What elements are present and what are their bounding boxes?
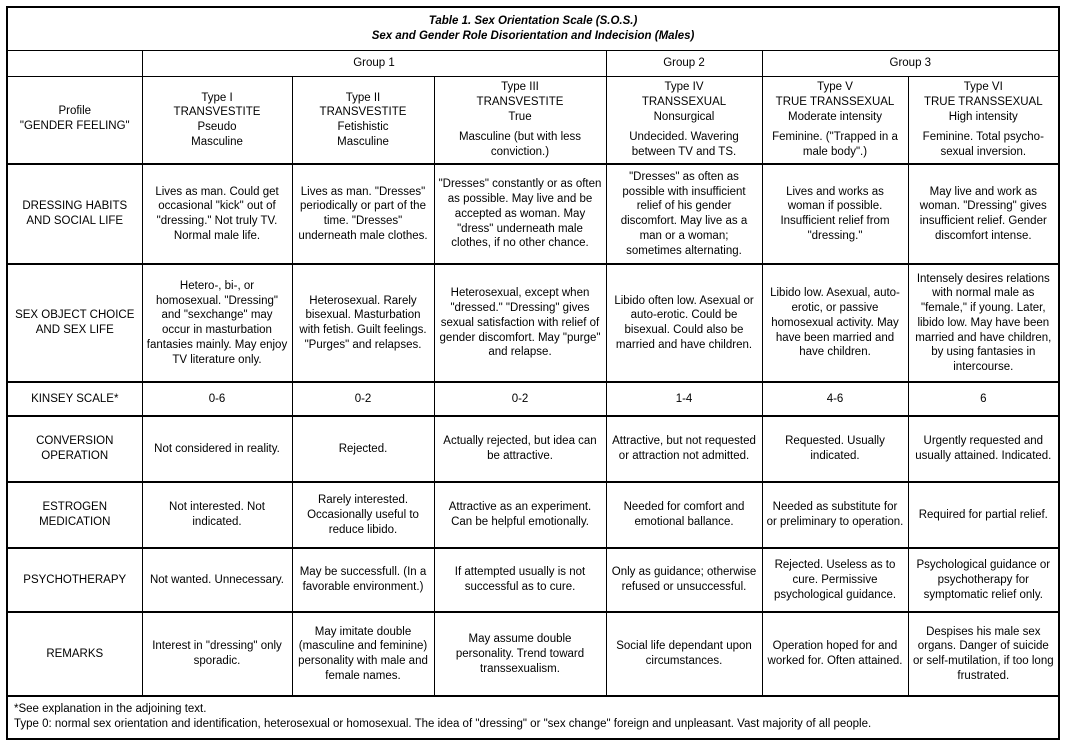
table-title-line2: Sex and Gender Role Disorientation and Indecision (Males) <box>371 29 695 42</box>
type-category-6: TRUE TRANSSEXUAL <box>923 95 1043 108</box>
cell-psychotherapy-6: Psychological guidance or psychotherapy for symptomatic relief only. <box>908 548 1059 612</box>
type-category-2: TRANSVESTITE <box>319 106 407 119</box>
type-category-4: TRANSSEXUAL <box>641 95 727 108</box>
table-row <box>7 548 1059 612</box>
table-title-row <box>7 7 1059 51</box>
profile-row <box>7 77 1059 165</box>
cell-conversion-operation-1: Not considered in reality. <box>142 416 292 482</box>
cell-estrogen-medication-1: Not interested. Not indicated. <box>142 482 292 548</box>
profile-col-type-2 <box>292 77 434 165</box>
profile-col-type-1 <box>142 77 292 165</box>
table-row <box>7 416 1059 482</box>
type-category-5: TRUE TRANSSEXUAL <box>775 95 895 108</box>
type-qualifier-2: Fetishistic <box>337 121 389 134</box>
footnote-line-1: *See explanation in the adjoining text. <box>14 703 207 716</box>
profile-label-spacer <box>12 134 138 136</box>
cell-psychotherapy-4: Only as guidance; otherwise refused or unsuccessful. <box>606 548 762 612</box>
cell-sex-object-choice-1: Hetero-, bi-, or homosexual. "Dressing" and "sexchange" may occur in masturbation fantasies mainly. May enjoy TV literature only. <box>142 264 292 382</box>
footnote-line-2: Type 0: normal sex orientation and identification, heterosexual or homosexual. The idea of "dressing" or "sex change" foreign and unpleasant. Vast majority of all people. <box>14 717 872 730</box>
cell-psychotherapy-5: Rejected. Useless as to cure. Permissive psychological guidance. <box>762 548 908 612</box>
type-detail-1: Masculine <box>191 135 243 148</box>
cell-conversion-operation-2: Rejected. <box>292 416 434 482</box>
cell-kinsey-scale-4: 1-4 <box>606 382 762 416</box>
group-header-2: Group 2 <box>606 51 762 77</box>
profile-label-line1: Profile <box>58 105 92 118</box>
type-name-2: Type II <box>345 91 381 104</box>
type-detail-4: Undecided. Wavering between TV and TS. <box>629 131 739 159</box>
cell-remarks-1: Interest in "dressing" only sporadic. <box>142 612 292 696</box>
table-row <box>7 264 1059 382</box>
cell-conversion-operation-4: Attractive, but not requested or attraction not admitted. <box>606 416 762 482</box>
cell-kinsey-scale-1: 0-6 <box>142 382 292 416</box>
profile-col-type-3 <box>434 77 606 165</box>
cell-dressing-habits-4: "Dresses" as often as possible with insufficient relief of his gender discomfort. May live as a man or a woman; sometimes alternating. <box>606 164 762 264</box>
row-label-sex-object-choice: SEX OBJECT CHOICE AND SEX LIFE <box>7 264 142 382</box>
profile-col-type-4 <box>606 77 762 165</box>
cell-sex-object-choice-3: Heterosexual, except when "dressed." "Dressing" gives sexual satisfaction with relief of gender discomfort. May "purge" and relapse. <box>434 264 606 382</box>
profile-col-type-5 <box>762 77 908 165</box>
cell-remarks-4: Social life dependant upon circumstances. <box>606 612 762 696</box>
table-row <box>7 482 1059 548</box>
table-title-line1: Table 1. Sex Orientation Scale (S.O.S.) <box>428 15 638 27</box>
type-qualifier-5: Moderate intensity <box>788 110 882 123</box>
group-header-row <box>7 51 1059 77</box>
type-category-3: TRANSVESTITE <box>476 95 564 108</box>
table-row <box>7 382 1059 416</box>
row-label-psychotherapy: PSYCHOTHERAPY <box>7 548 142 612</box>
cell-estrogen-medication-5: Needed as substitute for or preliminary to operation. <box>762 482 908 548</box>
cell-remarks-5: Operation hoped for and worked for. Often attained. <box>762 612 908 696</box>
cell-estrogen-medication-4: Needed for comfort and emotional ballance. <box>606 482 762 548</box>
cell-sex-object-choice-5: Libido low. Asexual, auto-erotic, or passive homosexual activity. May have been married and have children. <box>762 264 908 382</box>
table-row <box>7 612 1059 696</box>
row-label-dressing-habits: DRESSING HABITS AND SOCIAL LIFE <box>7 164 142 264</box>
cell-kinsey-scale-5: 4-6 <box>762 382 908 416</box>
cell-conversion-operation-6: Urgently requested and usually attained. Indicated. <box>908 416 1059 482</box>
cell-sex-object-choice-6: Intensely desires relations with normal male as "female," if young. Later, libido low. May have been married and have children, by using fantasies in intercourse. <box>908 264 1059 382</box>
type-qualifier-1: Pseudo <box>197 121 237 134</box>
cell-dressing-habits-6: May live and work as woman. "Dressing" gives insufficient relief. Gender discomfort intense. <box>908 164 1059 264</box>
cell-psychotherapy-1: Not wanted. Unnecessary. <box>142 548 292 612</box>
type-category-1: TRANSVESTITE <box>173 106 261 119</box>
type-name-4: Type IV <box>664 81 704 94</box>
type-name-5: Type V <box>817 81 853 94</box>
type-qualifier-3: True <box>508 110 532 123</box>
footnote-row <box>7 696 1059 738</box>
group-header-blank <box>7 51 142 77</box>
cell-conversion-operation-5: Requested. Usually indicated. <box>762 416 908 482</box>
cell-sex-object-choice-4: Libido often low. Asexual or auto-erotic. Could be bisexual. Could also be married and have children. <box>606 264 762 382</box>
cell-dressing-habits-1: Lives as man. Could get occasional "kick" out of "dressing." Not truly TV. Normal male life. <box>142 164 292 264</box>
group-header-1: Group 1 <box>142 51 606 77</box>
cell-estrogen-medication-6: Required for partial relief. <box>908 482 1059 548</box>
cell-kinsey-scale-2: 0-2 <box>292 382 434 416</box>
cell-psychotherapy-3: If attempted usually is not successful as to cure. <box>434 548 606 612</box>
footnotes <box>7 696 1059 738</box>
cell-sex-object-choice-2: Heterosexual. Rarely bisexual. Masturbation with fetish. Guilt feelings. "Purges" and relapses. <box>292 264 434 382</box>
sex-orientation-scale-table <box>6 6 1060 740</box>
cell-dressing-habits-2: Lives as man. "Dresses" periodically or part of the time. "Dresses" underneath male clothes. <box>292 164 434 264</box>
type-qualifier-4: Nonsurgical <box>653 110 715 123</box>
row-label-remarks: REMARKS <box>7 612 142 696</box>
cell-kinsey-scale-3: 0-2 <box>434 382 606 416</box>
row-label-estrogen-medication: ESTROGEN MEDICATION <box>7 482 142 548</box>
row-label-conversion-operation: CONVERSION OPERATION <box>7 416 142 482</box>
type-qualifier-6: High intensity <box>948 110 1018 123</box>
type-detail-5: Feminine. ("Trapped in a male body".) <box>772 131 898 159</box>
profile-row-label <box>7 77 142 165</box>
type-detail-6: Feminine. Total psycho-sexual inversion. <box>922 131 1044 159</box>
table-row <box>7 164 1059 264</box>
cell-conversion-operation-3: Actually rejected, but idea can be attractive. <box>434 416 606 482</box>
type-detail-3: Masculine (but with less conviction.) <box>458 131 582 159</box>
type-name-6: Type VI <box>963 81 1003 94</box>
cell-dressing-habits-3: "Dresses" constantly or as often as possible. May live and be accepted as woman. May "dress" underneath male clothes, if no other chance. <box>434 164 606 264</box>
cell-kinsey-scale-6: 6 <box>908 382 1059 416</box>
type-detail-2: Masculine <box>337 135 389 148</box>
profile-col-type-6 <box>908 77 1059 165</box>
cell-estrogen-medication-2: Rarely interested. Occasionally useful to reduce libido. <box>292 482 434 548</box>
cell-psychotherapy-2: May be successfull. (In a favorable environment.) <box>292 548 434 612</box>
type-name-1: Type I <box>201 91 233 104</box>
profile-label-line2: "GENDER FEELING" <box>19 120 130 133</box>
cell-remarks-3: May assume double personality. Trend toward transsexualism. <box>434 612 606 696</box>
row-label-kinsey-scale: KINSEY SCALE* <box>7 382 142 416</box>
cell-remarks-6: Despises his male sex organs. Danger of suicide or self-mutilation, if too long frustrated. <box>908 612 1059 696</box>
group-header-3: Group 3 <box>762 51 1059 77</box>
type-name-3: Type III <box>501 81 539 94</box>
cell-estrogen-medication-3: Attractive as an experiment. Can be helpful emotionally. <box>434 482 606 548</box>
cell-remarks-2: May imitate double (masculine and feminine) personality with male and female names. <box>292 612 434 696</box>
cell-dressing-habits-5: Lives and works as woman if possible. Insufficient relief from "dressing." <box>762 164 908 264</box>
table-title <box>7 7 1059 51</box>
